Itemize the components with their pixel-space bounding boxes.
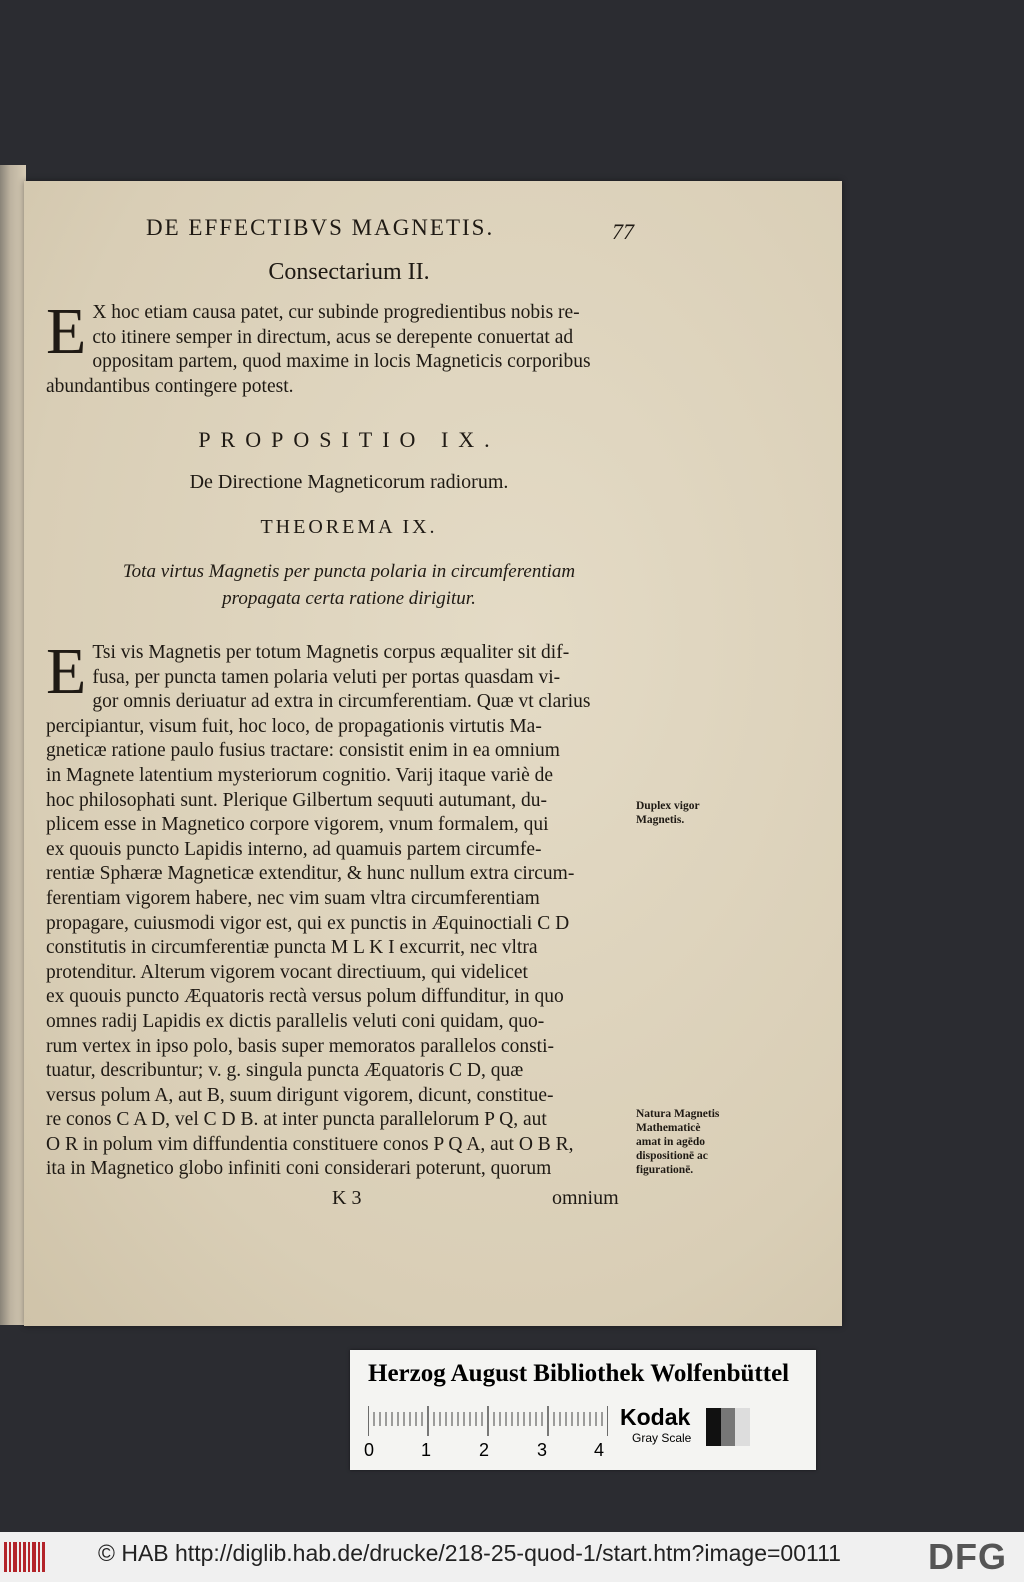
- barcode-icon: [4, 1542, 48, 1572]
- margin-note: Natura Magnetis Mathematicè amat in agēdo dispositionē ac figurationē.: [636, 1108, 720, 1176]
- dfg-logo: DFG: [928, 1536, 1007, 1577]
- margin-note: Duplex vigor Magnetis.: [636, 800, 700, 826]
- signature-mark: K 3: [332, 1187, 362, 1209]
- proposition-subtitle: De Directione Magneticorum radiorum.: [189, 471, 509, 493]
- catchword: omnium: [552, 1187, 619, 1209]
- thesis-line: propagata certa ratione dirigitur.: [222, 588, 476, 609]
- kodak-brand: Kodak: [620, 1404, 691, 1430]
- kodak-logo: [620, 1404, 691, 1445]
- text-line: fusa, per puncta tamen polaria veluti per portas quasdam vi-: [92, 666, 561, 688]
- text-line: O R in polum vim diffundentia constituere conos P Q A, aut O B R,: [46, 1133, 574, 1155]
- text-line: propagare, cuiusmodi vigor est, qui ex punctis in Æquinoctiali C D: [46, 912, 570, 934]
- text-line: rum vertex in ipso polo, basis super memoratos parallelos consti-: [46, 1035, 554, 1057]
- text-line: hoc philosophati sunt. Plerique Gilbertum sequuti autumant, du-: [46, 789, 547, 811]
- text-line: oppositam partem, quod maxime in locis Magneticis corporibus: [92, 351, 591, 373]
- text-line: versus polum A, aut B, suum dirigunt vigorem, dicunt, constitue-: [46, 1084, 554, 1106]
- book-page: [24, 181, 842, 1326]
- scale-label: 4: [594, 1440, 605, 1460]
- thesis-line: Tota virtus Magnetis per puncta polaria in circumferentiam: [122, 561, 576, 582]
- scale-label: 1: [421, 1440, 432, 1460]
- running-head: DE EFFECTIBVS MAGNETIS.: [146, 215, 495, 240]
- drop-cap: E: [46, 295, 87, 368]
- consectarium-text: [46, 295, 654, 399]
- text-line: abundantibus contingere potest.: [46, 375, 294, 397]
- main-text: [46, 635, 654, 1182]
- copyright-url[interactable]: © HAB http://diglib.hab.de/drucke/218-25-quod-1/start.htm?image=00111: [98, 1540, 841, 1566]
- theorem-statement: [24, 558, 674, 612]
- text-line: in Magnete latentium mysteriorum cognitio. Varij itaque variè de: [46, 764, 554, 786]
- color-reference-card: [350, 1350, 816, 1470]
- scale-label: 3: [537, 1440, 548, 1460]
- ruler-scale: [368, 1402, 608, 1436]
- text-line: ita in Magnetico globo infiniti coni considerari poterunt, quorum: [46, 1158, 552, 1180]
- text-line: percipiantur, visum fuit, hoc loco, de propagationis virtutis Ma-: [46, 715, 542, 737]
- text-line: tuatur, describuntur; v. g. singula puncta Æquatoris C D, quæ: [46, 1060, 524, 1082]
- kodak-subtitle: Gray Scale: [632, 1431, 692, 1445]
- text-line: Tsi vis Magnetis per totum Magnetis corpus æqualiter sit dif-: [92, 642, 570, 663]
- text-line: rentiæ Sphæræ Magneticæ extenditur, & hunc nullum extra circum-: [46, 863, 575, 885]
- card-title: Herzog August Bibliothek Wolfenbüttel: [368, 1360, 790, 1387]
- text-line: gor omnis deriuatur ad extra in circumferentiam. Quæ vt clarius: [92, 691, 591, 713]
- text-line: ferentiam vigorem habere, nec vim suam vltra circumferentiam: [46, 887, 540, 909]
- footer-bar: [0, 1532, 1024, 1582]
- scale-label: 0: [364, 1440, 375, 1460]
- gray-patches: [706, 1408, 750, 1446]
- scale-label: 2: [479, 1440, 490, 1460]
- text-line: plicem esse in Magnetico corpore vigorem, vnum formalem, qui: [46, 814, 549, 836]
- text-line: ex quouis puncto Lapidis interno, ad quamuis partem circumfe-: [46, 838, 542, 860]
- text-line: cto itinere semper in directum, acus se derepente conuertat ad: [92, 326, 574, 348]
- text-line: constitutis in circumferentiæ puncta M L K I excurrit, nec vltra: [46, 937, 538, 959]
- drop-cap: E: [46, 635, 87, 708]
- book-edge: [0, 165, 26, 1325]
- page-number: 77: [612, 219, 634, 244]
- text-line: X hoc etiam causa patet, cur subinde progredientibus nobis re-: [92, 302, 580, 323]
- text-line: ex quouis puncto Æquatoris rectà versus polum diffunditur, in quo: [46, 986, 564, 1008]
- text-line: protenditur. Alterum vigorem vocant directiuum, qui videlicet: [46, 961, 528, 983]
- text-line: re conos C A D, vel C D B. at inter puncta parallelorum P Q, aut: [46, 1109, 547, 1131]
- theorema-heading: THEOREMA IX.: [260, 516, 438, 538]
- consectarium-heading: Consectarium II.: [268, 259, 430, 285]
- propositio-heading: PROPOSITIO IX.: [198, 427, 500, 452]
- text-line: omnes radij Lapidis ex dictis parallelis veluti coni quidam, quo-: [46, 1010, 545, 1032]
- text-line: gneticæ ratione paulo fusius tractare: consistit enim in ea omnium: [46, 740, 560, 762]
